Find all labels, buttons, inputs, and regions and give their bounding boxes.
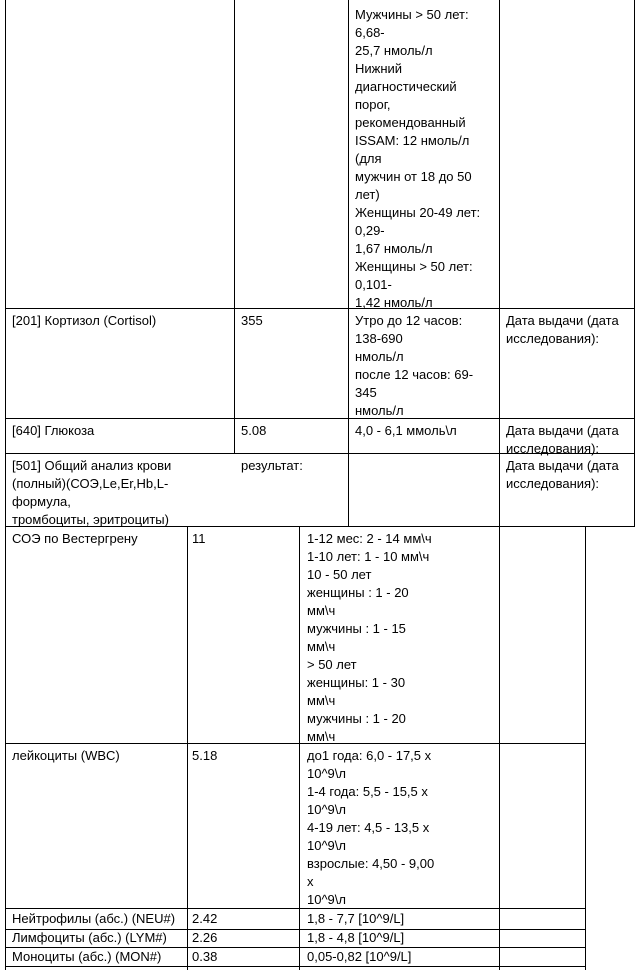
reference-range-cell: Мужчины > 50 лет: 6,68- 25,7 нмоль/л Нижний диагностический порог, рекомендованный ISSAM: 12 нмоль/л (для мужчин от 18 до 50 лет) Женщины 20-49 лет: 0,29- 1,67 нмоль/л Женщины > 50 лет: 0,101- 1,42 нмоль/л <box>355 7 481 310</box>
issue-date-cell: Дата выдачи (дата исследования): <box>506 423 619 456</box>
result-label-cell: результат: <box>241 458 303 473</box>
reference-range-cell: 0,05-0,82 [10^9/L] <box>307 949 412 964</box>
table-border <box>348 0 349 526</box>
table-border <box>585 526 586 970</box>
test-name-cell: [640] Глюкоза <box>12 423 95 438</box>
test-name-cell: Моноциты (абс.) (MON#) <box>12 949 162 964</box>
test-name-cell: Нейтрофилы (абс.) (NEU#) <box>12 911 176 926</box>
table-border <box>299 526 300 970</box>
test-name-cell: СОЭ по Вестергрену <box>12 531 138 546</box>
table-border <box>5 743 586 744</box>
reference-range-cell: 1,8 - 7,7 [10^9/L] <box>307 911 405 926</box>
result-value-cell: 5.18 <box>192 748 218 763</box>
table-border <box>634 0 635 526</box>
test-name-cell: [201] Кортизол (Cortisol) <box>12 313 157 328</box>
test-name-cell: лейкоциты (WBC) <box>12 748 120 763</box>
result-value-cell: 0.38 <box>192 949 218 964</box>
result-value-cell: 2.42 <box>192 911 218 926</box>
table-border <box>5 0 6 526</box>
result-value-cell: 355 <box>241 313 263 328</box>
reference-range-cell: 1-12 мес: 2 - 14 мм\ч 1-10 лет: 1 - 10 мм\ч 10 - 50 лет женщины : 1 - 20 мм\ч мужчины : 1 - 15 мм\ч > 50 лет женщины: 1 - 30 мм\ч мужчины : 1 - 20 мм\ч <box>307 531 432 744</box>
table-border <box>5 308 635 309</box>
reference-range-cell: 1,8 - 4,8 [10^9/L] <box>307 930 405 945</box>
table-border <box>5 908 586 909</box>
issue-date-cell: Дата выдачи (дата исследования): <box>506 313 619 346</box>
issue-date-cell: Дата выдачи (дата исследования): <box>506 458 619 491</box>
reference-range-cell: 4,0 - 6,1 ммоль\л <box>355 423 457 438</box>
table-border <box>499 0 500 970</box>
table-border <box>5 966 586 967</box>
test-name-cell: Лимфоциты (абс.) (LYM#) <box>12 930 167 945</box>
result-value-cell: 11 <box>192 531 206 546</box>
result-value-cell: 2.26 <box>192 930 218 945</box>
result-value-cell: 5.08 <box>241 423 267 438</box>
table-border <box>5 418 635 419</box>
table-border <box>5 526 6 970</box>
reference-range-cell: до1 года: 6,0 - 17,5 х 10^9\л 1-4 года: 5,5 - 15,5 х 10^9\л 4-19 лет: 4,5 - 13,5 х 10^9\л взрослые: 4,50 - 9,00 х 10^9\л <box>307 748 435 907</box>
table-border <box>234 0 235 453</box>
test-name-cell: [501] Общий анализ крови (полный)(СОЭ,Le,Er,Hb,L- формула, тромбоциты, эритроциты) <box>12 458 172 527</box>
reference-range-cell: Утро до 12 часов: 138-690 нмоль/л после 12 часов: 69- 345 нмоль/л <box>355 313 474 418</box>
table-border <box>187 526 188 970</box>
